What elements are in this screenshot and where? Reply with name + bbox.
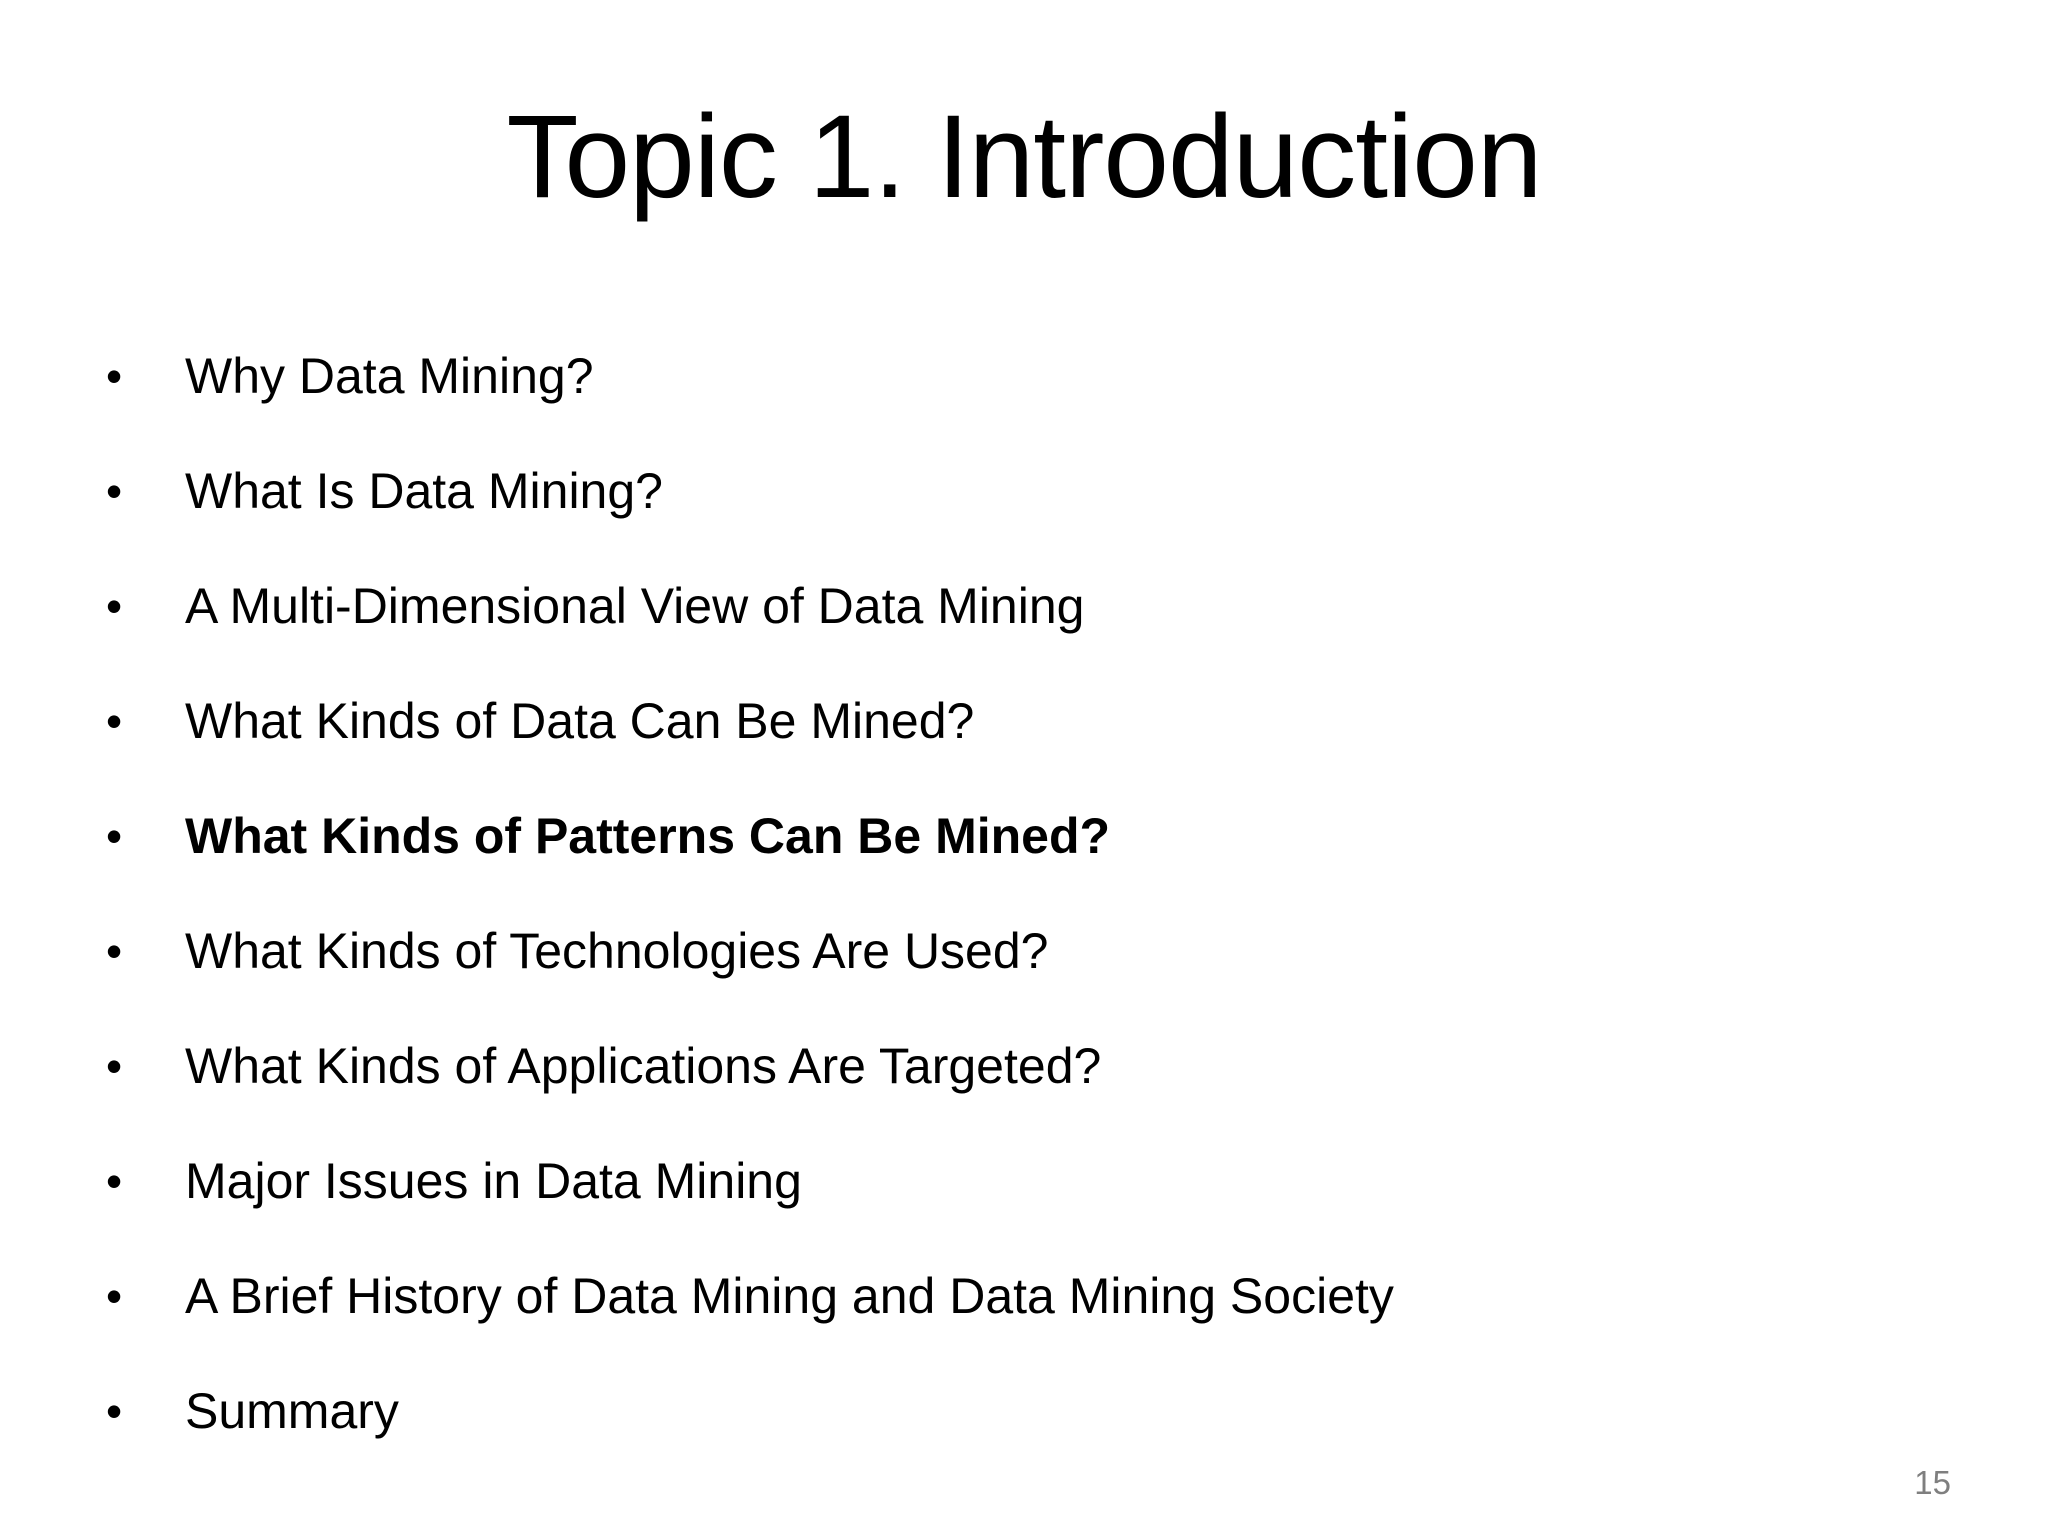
bullet-icon: • bbox=[106, 695, 123, 747]
bullet-icon: • bbox=[106, 350, 123, 402]
bullet-list bbox=[0, 340, 1900, 1490]
slide-title: Topic 1. Introduction bbox=[506, 91, 1542, 223]
bullet-item bbox=[0, 340, 1900, 455]
bullet-text: Why Data Mining? bbox=[185, 348, 594, 404]
bullet-item bbox=[0, 570, 1900, 685]
bullet-text: What Kinds of Patterns Can Be Mined? bbox=[185, 808, 1111, 864]
bullet-item bbox=[0, 1375, 1900, 1490]
bullet-item bbox=[0, 1145, 1900, 1260]
bullet-text: Summary bbox=[185, 1383, 399, 1439]
page-number: 15 bbox=[1914, 1464, 1951, 1501]
bullet-text: What Kinds of Data Can Be Mined? bbox=[185, 693, 975, 749]
bullet-text: What Kinds of Applications Are Targeted? bbox=[185, 1038, 1102, 1094]
bullet-text: What Kinds of Technologies Are Used? bbox=[185, 923, 1049, 979]
bullet-item bbox=[0, 1260, 1900, 1375]
bullet-text: A Multi-Dimensional View of Data Mining bbox=[185, 578, 1085, 634]
bullet-icon: • bbox=[106, 1040, 123, 1092]
bullet-item bbox=[0, 685, 1900, 800]
bullet-item bbox=[0, 915, 1900, 1030]
bullet-icon: • bbox=[106, 925, 123, 977]
bullet-item bbox=[0, 455, 1900, 570]
bullet-item bbox=[0, 1030, 1900, 1145]
bullet-text: A Brief History of Data Mining and Data Mining Society bbox=[185, 1268, 1394, 1324]
bullet-icon: • bbox=[106, 1155, 123, 1207]
bullet-icon: • bbox=[106, 810, 123, 862]
bullet-text: What Is Data Mining? bbox=[185, 463, 663, 519]
bullet-icon: • bbox=[106, 1270, 123, 1322]
bullet-item-current bbox=[0, 800, 1900, 915]
bullet-text: Major Issues in Data Mining bbox=[185, 1153, 802, 1209]
bullet-icon: • bbox=[106, 465, 123, 517]
bullet-icon: • bbox=[106, 580, 123, 632]
bullet-icon: • bbox=[106, 1385, 123, 1437]
